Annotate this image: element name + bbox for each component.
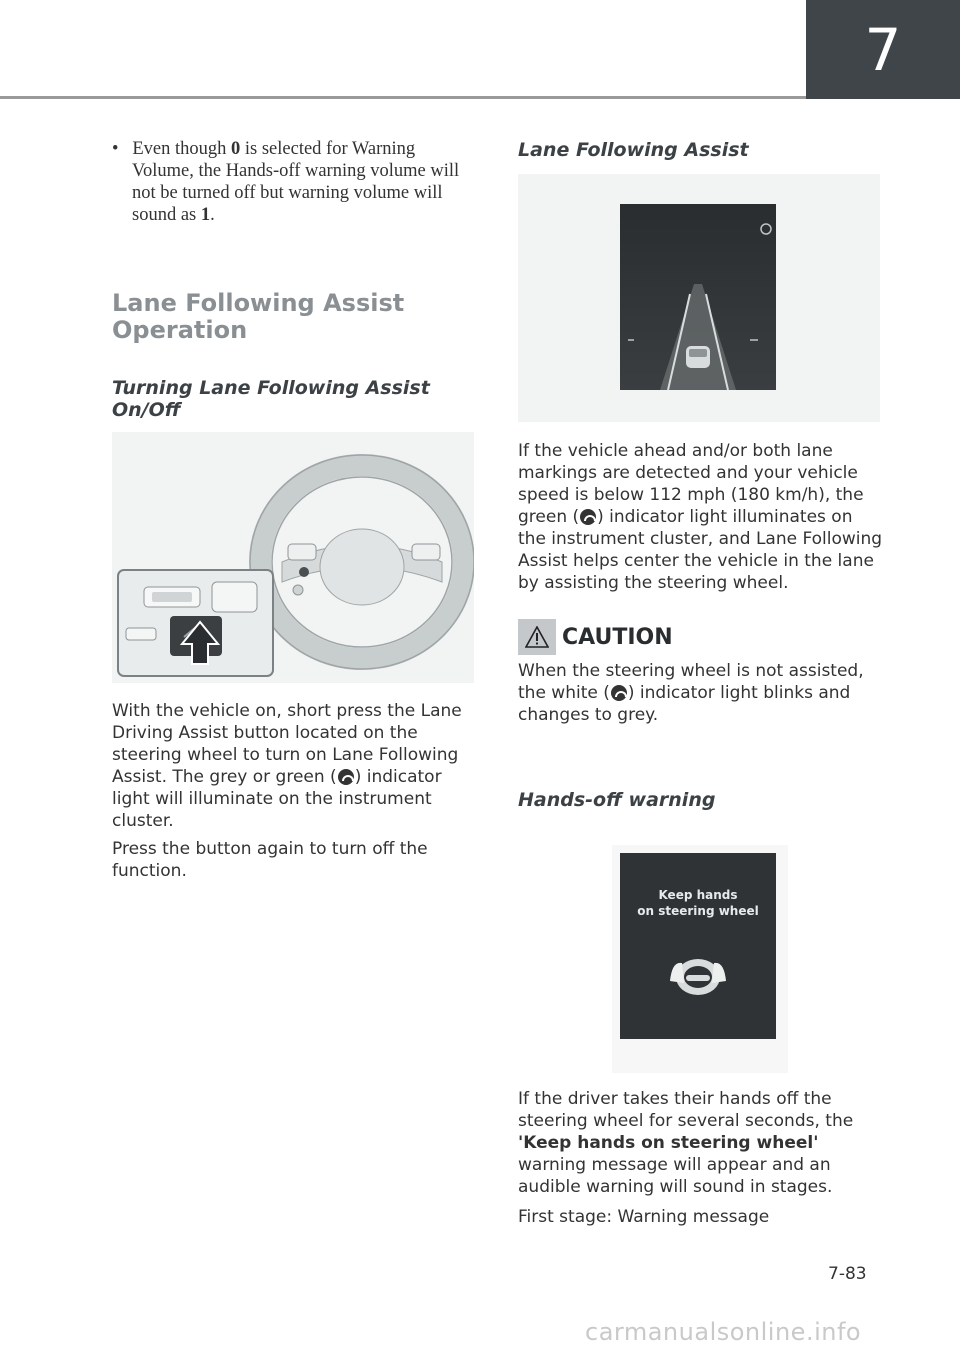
bullet-text-3: .: [210, 205, 215, 225]
chapter-number: 7: [864, 15, 902, 84]
hands-off-cluster-screen: [620, 853, 776, 1039]
hands-off-paragraph: [518, 1088, 883, 1198]
caution-heading: [518, 619, 673, 655]
header-rule: [0, 96, 806, 99]
steering-wheel-illustration: [112, 432, 474, 683]
page-number: 7-83: [828, 1264, 867, 1284]
on-off-paragraph-1: [112, 700, 474, 832]
hands-off-figure: [612, 845, 788, 1073]
lane-following-assist-icon: [611, 685, 627, 701]
caution-label: CAUTION: [562, 624, 673, 650]
subheading-hands-off: Hands-off warning: [518, 789, 716, 811]
bullet-note: • Even though 0 is selected for Warning Volume, the Hands-off warning volume will not be turned off but warning volume will sound as 1.: [112, 139, 460, 225]
lfa-text-b: ) indicator light illuminates on the instrument cluster, and Lane Following Assist helps center the vehicle in the lane by assisting the steering wheel.: [518, 507, 883, 593]
cluster-message-line-1: Keep hands: [658, 888, 738, 902]
on-off-text-a: With the vehicle on, short press the Lane Driving Assist button located on the steering wheel to turn on Lane Following Assist. The grey or green (: [112, 701, 462, 787]
caution-text-b: ) indicator light blinks and changes to grey.: [518, 683, 851, 725]
hands-off-text-c: warning message will appear and an audible warning will sound in stages.: [518, 1155, 833, 1197]
lfa-cluster-figure: [518, 174, 880, 422]
on-off-text-b: ) indicator light will illuminate on the instrument cluster.: [112, 767, 442, 831]
watermark: carmanualsonline.info: [585, 1318, 862, 1346]
lane-following-assist-icon: [338, 769, 354, 785]
lfa-text-a: If the vehicle ahead and/or both lane markings are detected and your vehicle speed is below 112 mph (180 km/h), the green (: [518, 441, 864, 527]
hands-off-text-a: If the driver takes their hands off the steering wheel for several seconds, the: [518, 1089, 854, 1131]
hands-off-text-bold: 'Keep hands on steering wheel': [518, 1133, 819, 1153]
bullet-text-1: Even though: [132, 139, 232, 159]
bullet-text-2: is selected for Warning Volume, the Hands-off warning volume will not be turned off but warning volume will sound as: [132, 139, 460, 225]
caution-paragraph: [518, 660, 880, 726]
subheading-on-off: Turning Lane Following Assist On/Off: [112, 377, 430, 421]
on-off-paragraph-2: Press the button again to turn off the function.: [112, 839, 428, 881]
subheading-lfa: Lane Following Assist: [518, 139, 749, 161]
warning-triangle-icon: [518, 619, 556, 655]
cluster-message-line-2: on steering wheel: [637, 904, 759, 918]
bullet-bold-1: 0: [231, 139, 241, 159]
chapter-tab: [806, 0, 960, 99]
lane-following-assist-icon: [580, 509, 596, 525]
lfa-cluster-illustration: [518, 174, 880, 422]
first-stage-line: First stage: Warning message: [518, 1207, 770, 1227]
lfa-paragraph: [518, 440, 883, 594]
caution-text-a: When the steering wheel is not assisted, the white (: [518, 661, 864, 703]
bullet-bold-2: 1: [200, 205, 211, 225]
steering-wheel-figure: [112, 432, 474, 683]
hands-on-wheel-icon: [666, 951, 730, 999]
section-title: Lane Following Assist Operation: [112, 289, 405, 344]
cluster-message: [620, 887, 776, 919]
